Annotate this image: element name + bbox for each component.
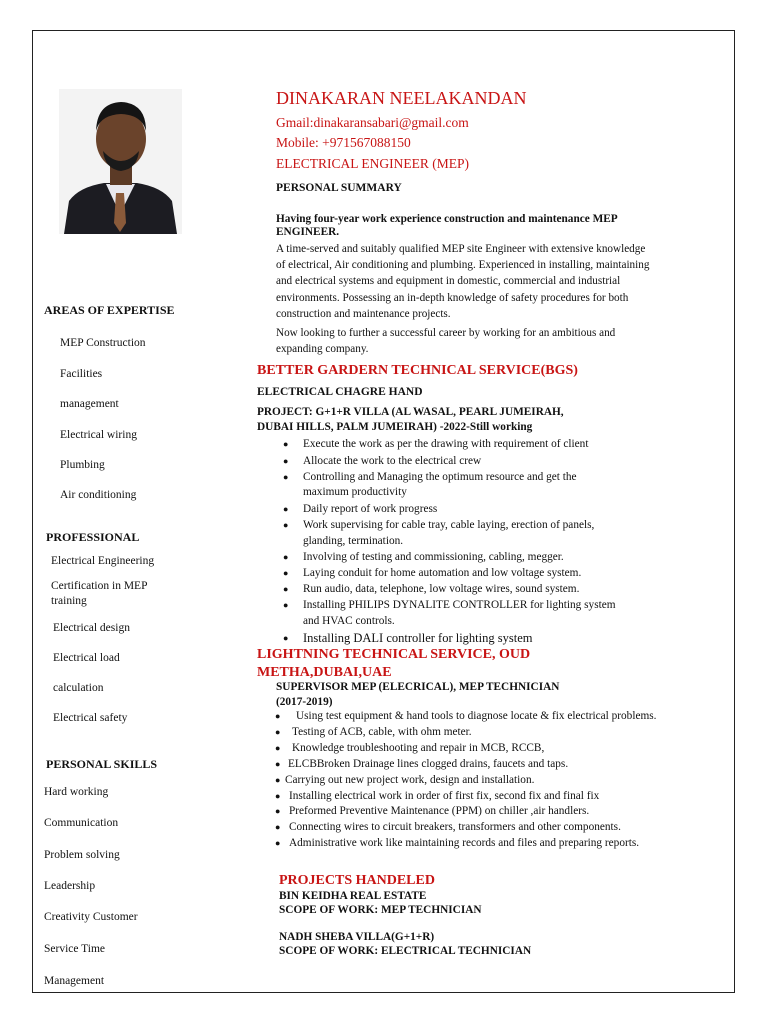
job2-bullet: Administrative work like maintaining records and files and preparing reports.: [289, 837, 640, 849]
project-scope: SCOPE OF WORK: ELECTRICAL TECHNICIAN: [279, 945, 532, 957]
skill-item: Hard working: [44, 786, 109, 798]
project-scope: SCOPE OF WORK: MEP TECHNICIAN: [279, 904, 482, 916]
job2-bullet: Preformed Preventive Maintenance (PPM) on chiller ,air handlers.: [289, 805, 590, 817]
bullet-icon: ●: [275, 806, 281, 816]
profile-photo: [59, 89, 182, 234]
email-text: Gmail:dinakaransabari@gmail.com: [276, 115, 469, 130]
job1-bullet: Involving of testing and commissioning, cabling, megger.: [303, 551, 564, 563]
bullet-icon: ●: [283, 633, 289, 643]
person-portrait-icon: [59, 89, 182, 234]
job2-bullet: Using test equipment & hand tools to diagnose locate & fix electrical problems.: [296, 710, 657, 722]
summary-line: construction and maintenance projects.: [276, 307, 451, 320]
skill-item: Leadership: [44, 880, 96, 892]
job2-bullet: Carrying out new project work, design and installation.: [285, 774, 535, 786]
expertise-item: Electrical wiring: [60, 429, 137, 441]
professional-heading: PROFESSIONAL: [46, 530, 140, 544]
expertise-item: Air conditioning: [60, 489, 137, 501]
professional-item: calculation: [53, 682, 104, 694]
expertise-heading: AREAS OF EXPERTISE: [44, 303, 175, 317]
summary-line: of electrical, Air conditioning and plumbing. Experienced in installing, maintaining: [276, 259, 650, 272]
summary-line: Now looking to further a successful career by working for an ambitious and: [276, 327, 616, 339]
job2-period: (2017-2019): [276, 696, 333, 708]
professional-item: Certification in MEP: [51, 580, 148, 592]
project-name: BIN KEIDHA REAL ESTATE: [279, 890, 427, 902]
expertise-item: Plumbing: [60, 459, 105, 471]
skill-item: Communication: [44, 817, 119, 829]
job1-bullet: Controlling and Managing the optimum resource and get the: [303, 471, 577, 483]
bullet-icon: ●: [283, 584, 289, 594]
summary-lead-line-2: ENGINEER.: [276, 226, 340, 238]
bullet-icon: ●: [283, 568, 289, 578]
project-name: NADH SHEBA VILLA(G+1+R): [279, 931, 435, 943]
summary-line: expanding company.: [276, 343, 369, 356]
bullet-icon: ●: [275, 711, 281, 721]
summary-paragraph-1: [276, 241, 649, 322]
bullet-icon: ●: [275, 822, 281, 832]
bullet-icon: ●: [283, 456, 289, 466]
expertise-item: MEP Construction: [60, 337, 146, 349]
bullet-icon: ●: [283, 472, 289, 482]
bullet-icon: ●: [283, 520, 289, 530]
job1-bullet: Installing PHILIPS DYNALITE CONTROLLER for lighting system: [303, 599, 616, 611]
job2-bullet: Knowledge troubleshooting and repair in MCB, RCCB,: [292, 742, 545, 754]
bullet-icon: ●: [275, 727, 281, 737]
professional-item: Electrical Engineering: [51, 555, 155, 567]
job1-bullet: Run audio, data, telephone, low voltage wires, sound system.: [303, 583, 580, 595]
skills-heading: PERSONAL SKILLS: [46, 757, 158, 771]
expertise-item: management: [60, 398, 119, 410]
summary-heading: PERSONAL SUMMARY: [276, 182, 402, 194]
job2-bullet: Installing electrical work in order of first fix, second fix and final fix: [289, 790, 600, 802]
bullet-icon: ●: [275, 743, 281, 753]
expertise-item: Facilities: [60, 368, 103, 380]
job1-bullet-cont: glanding, termination.: [303, 535, 404, 547]
bullet-icon: ●: [275, 775, 281, 785]
job-title: ELECTRICAL ENGINEER (MEP): [276, 156, 469, 171]
bullet-icon: ●: [283, 600, 289, 610]
job2-bullet: Connecting wires to circuit breakers, transformers and other components.: [289, 821, 621, 833]
job1-bullet: Laying conduit for home automation and low voltage system.: [303, 567, 582, 579]
job1-bullet: Allocate the work to the electrical crew: [303, 455, 482, 467]
bullet-icon: ●: [275, 759, 281, 769]
job2-role: SUPERVISOR MEP (ELECRICAL), MEP TECHNICIAN: [276, 681, 560, 693]
job2-bullet: Testing of ACB, cable, with ohm meter.: [292, 726, 472, 738]
bullet-icon: ●: [275, 791, 281, 801]
summary-line: environments. Possessing an in-depth knowledge of safety procedures for both: [276, 291, 629, 304]
job1-bullet: Work supervising for cable tray, cable laying, erection of panels,: [303, 519, 595, 531]
job2-company-line-1: LIGHTNING TECHNICAL SERVICE, OUD: [257, 647, 531, 662]
skill-item: Problem solving: [44, 849, 120, 861]
job1-bullet: Daily report of work progress: [303, 503, 438, 515]
professional-item: Electrical load: [53, 652, 120, 664]
professional-item: training: [51, 595, 87, 607]
projects-heading: PROJECTS HANDELED: [279, 873, 435, 888]
bullet-icon: ●: [283, 552, 289, 562]
summary-line: and electrical systems and equipment in domestic, commercial and industrial: [276, 275, 621, 288]
job1-project-line-2: DUBAI HILLS, PALM JUMEIRAH) -2022-Still working: [257, 421, 533, 433]
professional-item: Electrical safety: [53, 712, 128, 724]
professional-item: Electrical design: [53, 622, 130, 634]
job2-company-line-2: METHA,DUBAI,UAE: [257, 665, 392, 680]
job1-project-line-1: PROJECT: G+1+R VILLA (AL WASAL, PEARL JUMEIRAH,: [257, 406, 564, 418]
summary-line: A time-served and suitably qualified MEP site Engineer with extensive knowledge: [276, 243, 646, 255]
job1-bullet: Installing DALI controller for lighting system: [303, 631, 533, 645]
summary-paragraph-2: [276, 325, 615, 357]
job1-bullet-cont: maximum productivity: [303, 486, 407, 498]
bullet-icon: ●: [283, 439, 289, 449]
job1-bullet: Execute the work as per the drawing with requirement of client: [303, 438, 589, 450]
summary-lead-line-1: Having four-year work experience construction and maintenance MEP: [276, 213, 618, 225]
bullet-icon: ●: [283, 504, 289, 514]
job1-company: BETTER GARDERN TECHNICAL SERVICE(BGS): [257, 363, 578, 378]
skill-item: Service Time: [44, 943, 106, 955]
job1-role: ELECTRICAL CHAGRE HAND: [257, 386, 423, 398]
mobile-text: Mobile: +971567088150: [276, 135, 411, 150]
job1-bullet-cont: and HVAC controls.: [303, 615, 395, 627]
candidate-name: DINAKARAN NEELAKANDAN: [276, 88, 527, 108]
job2-bullet: ELCBBroken Drainage lines clogged drains, faucets and taps.: [288, 758, 569, 770]
skill-item: Creativity Customer: [44, 911, 138, 923]
skill-item: Management: [44, 975, 105, 987]
bullet-icon: ●: [275, 838, 281, 848]
